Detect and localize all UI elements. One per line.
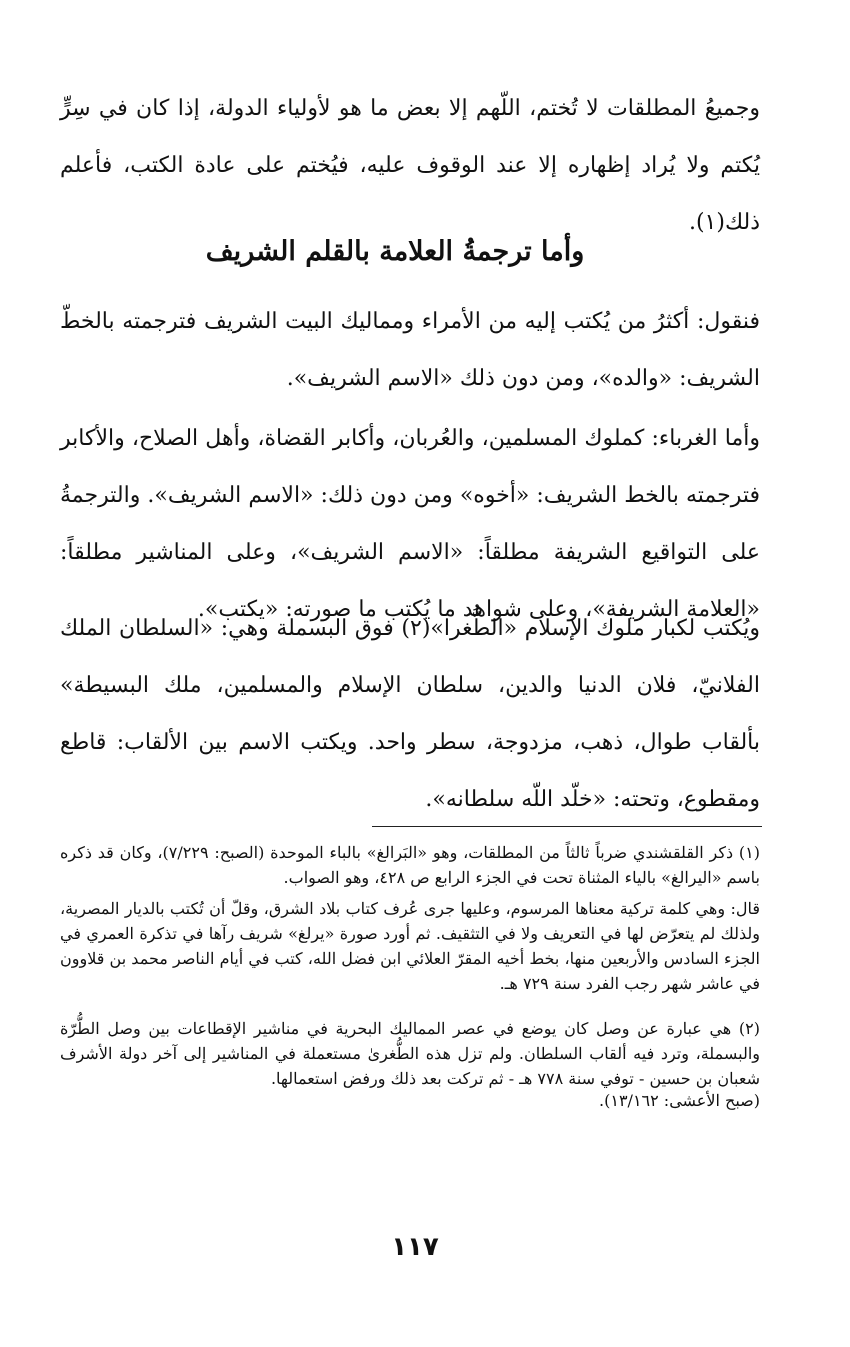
paragraph-tughra: ويُكتب لكبار ملوك الإسلام «الطُّغرا»(٢) فوق البسملة وهي: «السلطان الملك الفلانيّ، فلان الدنيا والدين، سلطان الإسلام والمسلمين، ملك البسيطة» بألقاب طوال، ذهب، مزدوجة، سطر واحد. ويكتب الاسم بين الألقاب: قاطع ومقطوع، وتحته: «خلّد اللّه سلطانه».: [60, 616, 760, 812]
section-heading: وأما ترجمةُ العلامة بالقلم الشريف: [205, 236, 585, 267]
paragraph-foreigners: وأما الغرباء: كملوك المسلمين، والعُربان، وأكابر القضاة، وأهل الصلاح، والأكابر فترجمته بالخط الشريف: «أخوه» ومن دون ذلك: «الاسم الشريف». والترجمةُ على التواقيع الشريفة مطلقاً: «الاسم الشريف»، وعلى المناشير مطلقاً: «العلامة الشريفة»، وعلى شواهد ما يُكتب ما صورته: «يكتب».: [60, 426, 760, 622]
footnote-1-continued: قال: وهي كلمة تركية معناها المرسوم، وعليها جرى عُرف كتاب بلاد الشرق، وقلّ أن تُكتب بالديار المصرية، ولذلك لم يتعرّض لها في التعريف ولا في التثقيف. ثم أورد صورة «يرلغ» شريف رآها في تذكرة العمري في الجزء السادس والأربعين منها، بخط أخيه المقرّ العلائي ابن فضل الله، كتب في أيام الناصر محمد بن قلاوون في عاشر شهر رجب الفرد سنة ٧٢٩ هـ.: [60, 899, 760, 993]
footnote-1: (١) ذكر القلقشندي ضرباً ثالثاً من المطلقات، وهو «البَرالغ» بالباء الموحدة (الصبح: ٧/٢٢٩)، وكان قد ذكره باسم «اليرالغ» بالياء المثناة تحت في الجزء الرابع ص ٤٢٨، وهو الصواب.: [60, 843, 761, 887]
footnote-2-source: (صبح الأعشى: ١٣/١٦٢).: [599, 1091, 760, 1110]
paragraph-sealing: وجميعُ المطلقات لا تُختم، اللّهم إلا بعض ما هو لأولياء الدولة، إذا كان في سِرٍّ يُكتم ولا يُراد إظهاره إلا عند الوقوف عليه، فيُختم على عادة الكتب، فأعلم ذلك(١).: [60, 96, 760, 235]
footnote-separator: [372, 826, 762, 827]
page-number: ١١٧: [391, 1232, 439, 1262]
paragraph-amirs: فنقول: أكثرُ من يُكتب إليه من الأمراء ومماليك البيت الشريف فترجمته بالخطّ الشريف: «والده»، ومن دون ذلك «الاسم الشريف».: [60, 309, 760, 391]
footnote-2: (٢) هي عبارة عن وصل كان يوضع في عصر المماليك البحرية في مناشير الإقطاعات بين وصل الطُّرّة والبسملة، وترد فيه ألقاب السلطان. ولم تزل هذه الطُّغرىٰ مستعملة في المناشير إلى آخر دولة الأشرف شعبان بن حسين - توفي سنة ٧٧٨ هـ - ثم تركت بعد ذلك ورفض استعمالها.: [60, 1019, 760, 1088]
